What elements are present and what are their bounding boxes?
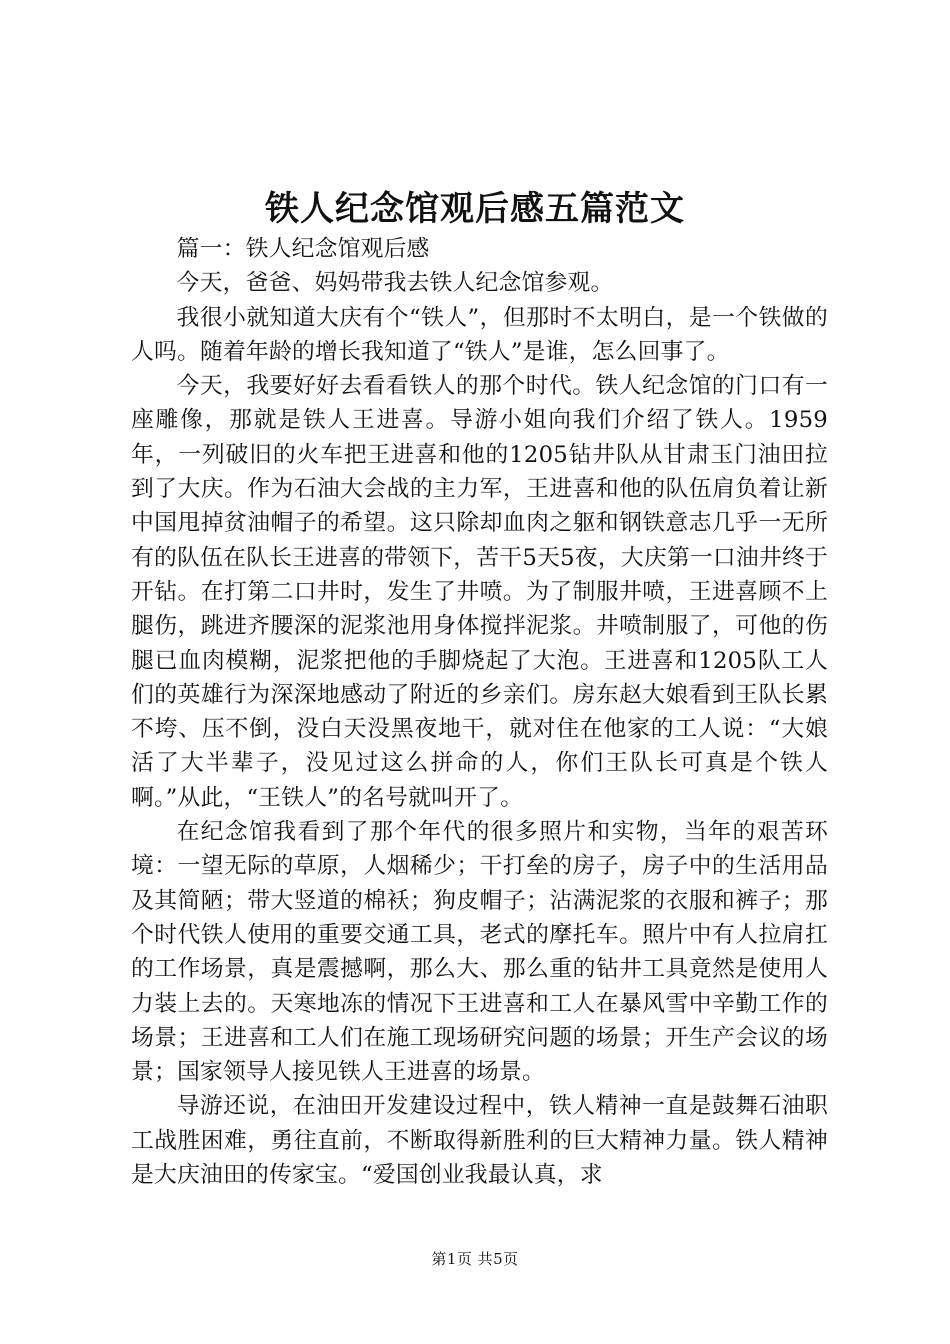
paragraph: 我很小就知道大庆有个“铁人”，但那时不太明白，是一个铁做的人吗。随着年龄的增长我知道了“铁人”是谁，怎么回事了。 xyxy=(131,304,828,365)
document-title: 铁人纪念馆观后感五篇范文 xyxy=(265,189,685,229)
paragraph: 今天，爸爸、妈妈带我去铁人纪念馆参观。 xyxy=(176,270,614,297)
paragraph: 导游还说，在油田开发建设过程中，铁人精神一直是鼓舞石油职工战胜困难，勇往直前，不断取得新胜利的巨大精神力量。铁人精神是大庆油田的传家宝。“爱国创业我最认真，求 xyxy=(131,1093,828,1189)
paragraph-section-heading: 篇一：铁人纪念馆观后感 xyxy=(176,236,430,262)
paragraph: 今天，我要好好去看看铁人的那个时代。铁人纪念馆的门口有一座雕像，那就是铁人王进喜。导游小姐向我们介绍了铁人。1959年，一列破旧的火车把王进喜和他的1205钻井队从甘肃玉门油田拉到了大庆。作为石油大会战的主力军，王进喜和他的队伍肩负着让新中国甩掉贫油帽子的希望。这只除却血肉之躯和钢铁意志几乎一无所有的队伍在队长王进喜的带领下，苦干5天5夜，大庆第一口油井终于开钻。在打第二口井时，发生了井喷。为了制服井喷，王进喜顾不上腿伤，跳进齐腰深的泥浆池用身体搅拌泥浆。井喷制服了，可他的伤腿已血肉模糊，泥浆把他的手脚烧起了大泡。王进喜和1205队工人们的英雄行为深深地感动了附近的乡亲们。房东赵大娘看到王队长累不垮、压不倒，没白天没黑夜地干，就对住在他家的工人说：“大娘活了大半辈子，没见过这么拼命的人，你们王队长可真是个铁人啊。”从此，“王铁人”的名号就叫开了。 xyxy=(131,373,828,811)
paragraph: 在纪念馆我看到了那个年代的很多照片和实物，当年的艰苦环境：一望无际的草原，人烟稀少；干打垒的房子，房子中的生活用品及其简陋；带大竖道的棉袄；狗皮帽子；沾满泥浆的衣服和裤子；那个时代铁人使用的重要交通工具，老式的摩托车。照片中有人拉肩扛的工作场景，真是震撼啊，那么大、那么重的钻井工具竟然是使用人力装上去的。天寒地冻的情况下王进喜和工人在暴风雪中辛勤工作的场景；王进喜和工人们在施工现场研究问题的场景；开生产会议的场景；国家领导人接见铁人王进喜的场景。 xyxy=(131,819,828,1086)
document-body xyxy=(131,232,828,1192)
page-footer: 第1页 共5页 xyxy=(431,1250,519,1268)
